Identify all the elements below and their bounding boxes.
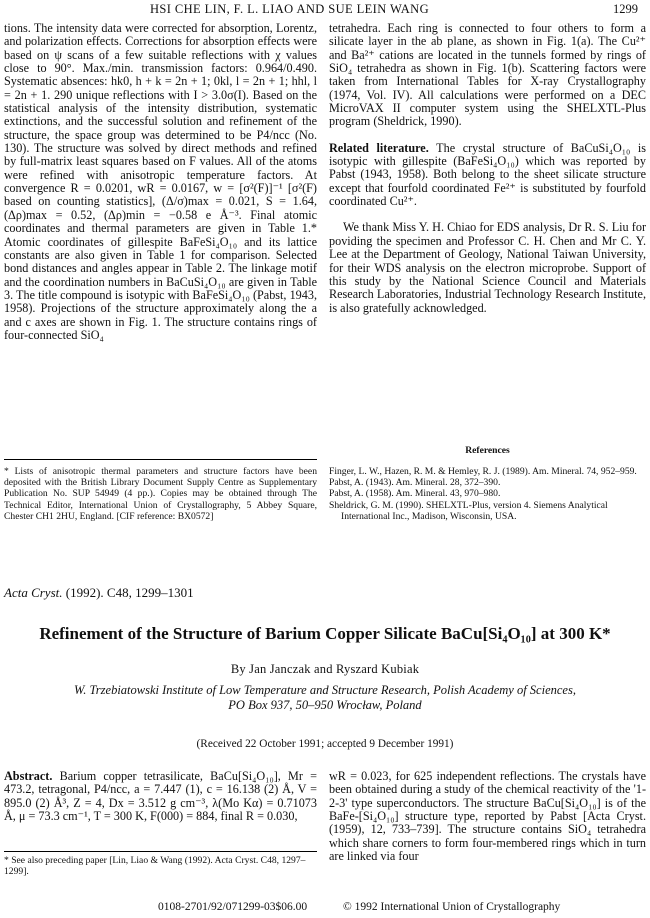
running-header [0,2,650,20]
left-column [4,22,317,342]
related-literature-paragraph [329,142,646,209]
acknowledgement-paragraph: We thank Miss Y. H. Chiao for EDS analysis, Dr R. S. Liu for poviding the specimen and Professor C. H. Chen and Mr C. Y. Lee at the Department of Geology, National Taiwan University, for their WDS analysis on the electron microprobe. Support of this study by the National Science Council and Materials Research Laboratories, Industrial Technology Research Institute, is also gratefully acknowledged. [329,220,646,315]
journal-citation [4,585,194,601]
methods-paragraph: tions. The intensity data were corrected for absorption, Lorentz, and polarization effects. Corrections for absorption effects were based on ψ scans of a few suitable reflections with χ values close to 90°. Max./min. transmission factors: 0.964/0.490. Systematic absences: hk0, h + k = 2n + 1; 0kl, l = 2n + 1; hhl, l = 2n + 1. 290 unique reflections with I > 3.0σ(I). Based on the statistical analysis of the intensity distribution, systematic extinctions, and the successful solution and refinement of the structure, the space group was determined to be P4/ncc (No. 130). The structure was solved by direct methods and refined by full-matrix least squares based on F values. All of the atoms were refined with anisotropic temperature factors. At convergence R = 0.0201, wR = 0.0167, w = [σ²(F)]⁻¹ [σ²(F) based on counting statistics], (Δ/σ)max = 0.021, S = 1.64, (Δρ)max = 0.52, (Δρ)min = −0.58 e Å⁻³. Final atomic coordinates and thermal parameters are given in Table 1.* Atomic coordinates of gillespite BaFeSi₄O₁₀ and its lattice constants are also given in Table 1 for comparison. Selected bond distances and angles appear in Table 2. The linkage motif and the coordination numbers in BaCuSi₄O₁₀ are given in Table 3. The title compound is isotypic with BaFeSi₄O₁₀ (Pabst, 1943, 1958). Projections of the structure approximately along the a and c axes are shown in Fig. 1. The structure contains rings of four-connected SiO₄ [4,21,317,342]
right-column [329,22,646,315]
reference-item: Sheldrick, G. M. (1990). SHELXTL-Plus, version 4. Siemens Analytical International Inc., Madison, Wisconsin, USA. [329,499,608,522]
page-number: 1299 [613,2,638,16]
reference-item: Pabst, A. (1958). Am. Mineral. 43, 970–980. [329,488,501,500]
deposit-footnote: * Lists of anisotropic thermal parameters and structure factors have been deposited with the British Library Document Supply Centre as Supplementary Publication No. SUP 54949 (4 pp.). Copies may be obtained through The Technical Editor, International Union of Crystallography, 5 Abbey Square, Chester CH1 2HU, England. [CIF reference: BX0572] [4,466,317,522]
copyright-notice: © 1992 International Union of Crystallography [343,901,561,913]
reference-list [329,466,646,522]
author-affiliation [0,683,650,713]
article-footnote [4,855,317,877]
related-literature-label: Related literature. [329,140,429,155]
article-title: Refinement of the Structure of Barium Copper Silicate BaCu[Si₄O₁₀] at 300 K* [39,624,611,643]
affiliation-line: W. Trzebiatowski Institute of Low Temperature and Structure Research, Polish Academy of Sciences, [74,683,576,697]
running-title: HSI CHE LIN, F. L. LIAO AND SUE LEIN WANG [150,2,430,16]
journal-name: Acta Cryst. [4,585,63,600]
reference-item: Pabst, A. (1943). Am. Mineral. 28, 372–390. [329,477,501,489]
abstract-text-left: Barium copper tetrasilicate, BaCu[Si₄O₁₀], Mr = 473.2, tetragonal, P4/ncc, a = 7.447 (1), c = 16.138 (2) Å, V = 895.0 (2) Å³, Z = 4, Dx = 3.512 g cm⁻³, λ(Mo Kα) = 0.71073 Å, μ = 73.3 cm⁻¹, T = 300 K, F(000) = 884, final R = 0.030, [4,769,317,824]
abstract-paragraph [4,770,317,823]
related-literature-text: The crystal structure of BaCuSi₄O₁₀ is isotypic with gillespite (BaFeSi₄O₁₀) which was reported by Pabst (1943, 1958). Both belong to the sheet silicate structure except that fourfold coordinated Fe²⁺ is substituted by fourfold coordinated Cu²⁺. [329,140,646,209]
footnote-rule [4,459,317,460]
received-dates: (Received 22 October 1991; accepted 9 December 1991) [196,738,454,750]
tetrahedra-paragraph: tetrahedra. Each ring is connected to four others to form a silicate layer in the ab plane, as shown in Fig. 1(a). The Cu²⁺ and Ba²⁺ cations are located in the tunnels formed by rings of SiO₄ tetrahedra as shown in Fig. 1(b). Scattering factors were taken from International Tables for X-ray Crystallography (1974, Vol. IV). All calculations were performed on a DEC MicroVAX II computer system using the SHELXTL-Plus program (Sheldrick, 1990). [329,21,646,129]
left-footnote [4,466,317,522]
article-footnote-rule [4,851,317,852]
article-authors: By Jan Janczak and Ryszard Kubiak [230,662,420,676]
reference-item: Finger, L. W., Hazen, R. M. & Hemley, R. J. (1989). Am. Mineral. 74, 952–959. [329,466,637,477]
abstract-right [329,770,646,863]
abstract-left [4,770,317,823]
affiliation-line: PO Box 937, 50–950 Wrocław, Poland [228,698,422,712]
abstract-label: Abstract. [4,769,53,783]
citation-details: (1992). C48, 1299–1301 [65,585,194,600]
publication-code: 0108-2701/92/071299-03$06.00 [158,901,308,913]
abstract-text-right: wR = 0.023, for 625 independent reflections. The crystals have been obtained during a study of the chemical reactivity of the '1-2-3' type superconductors. The structure BaCu[Si₄O₁₀] is of the BaFe-[Si₄O₁₀] structure type, reported by Pabst [Acta Cryst. (1959), 12, 733–739]. The structure contains SiO₄ tetrahedra which share corners to form four-membered rings which in turn are linked via four [329,769,646,864]
preceding-paper-footnote: * See also preceding paper [Lin, Liao & Wang (1992). Acta Cryst. C48, 1297–1299]. [4,855,306,878]
references-heading: References [465,445,510,456]
